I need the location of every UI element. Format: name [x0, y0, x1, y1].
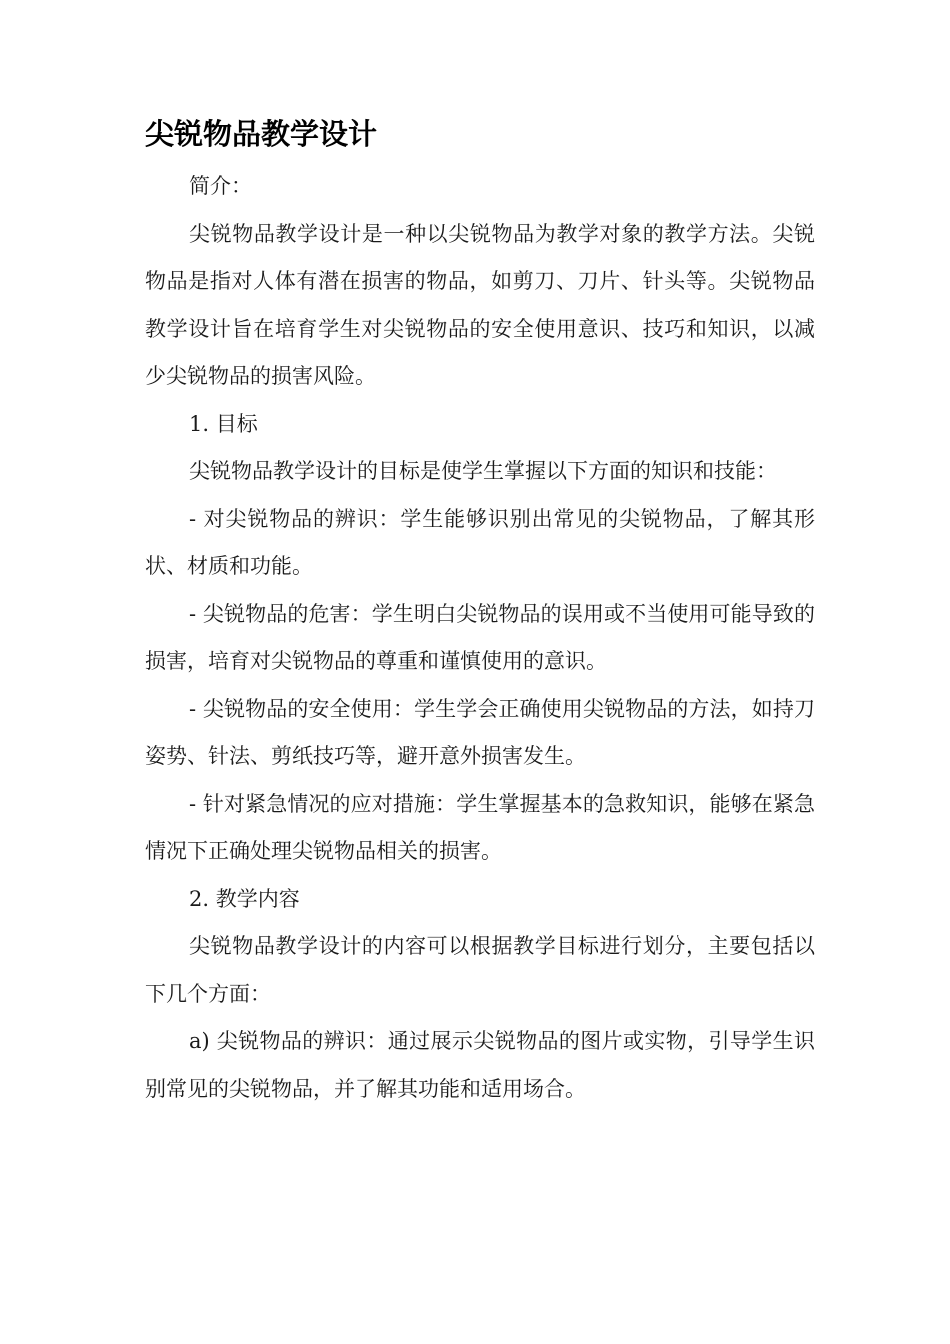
list-item-content-a: a) 尖锐物品的辨识：通过展示尖锐物品的图片或实物，引导学生识别常见的尖锐物品，并了解其功能和适用场合。: [145, 1029, 815, 1101]
paragraph-content: 尖锐物品教学设计的内容可以根据教学目标进行划分，主要包括以下几个方面：: [145, 934, 815, 1006]
paragraph-intro: 尖锐物品教学设计是一种以尖锐物品为教学对象的教学方法。尖锐物品是指对人体有潜在损害的物品，如剪刀、刀片、针头等。尖锐物品教学设计旨在培育学生对尖锐物品的安全使用意识、技巧和知识，以减少尖锐物品的损害风险。: [145, 221, 815, 388]
list-item-safe-use: - 尖锐物品的安全使用：学生学会正确使用尖锐物品的方法，如持刀姿势、针法、剪纸技巧等，避开意外损害发生。: [145, 696, 815, 768]
section-heading-content: 2. 教学内容: [189, 886, 300, 911]
document-body: [145, 163, 815, 1113]
document-title: 尖锐物品教学设计: [145, 117, 378, 151]
paragraph-intro-heading: 简介：: [189, 174, 252, 198]
list-item-identification: - 对尖锐物品的辨识：学生能够识别出常见的尖锐物品，了解其形状、材质和功能。: [145, 506, 815, 578]
list-item-hazards: - 尖锐物品的危害：学生明白尖锐物品的误用或不当使用可能导致的损害，培育对尖锐物品的尊重和谨慎使用的意识。: [145, 601, 815, 673]
list-item-emergency: - 针对紧急情况的应对措施：学生掌握基本的急救知识，能够在紧急情况下正确处理尖锐物品相关的损害。: [145, 791, 815, 863]
paragraph-goals: 尖锐物品教学设计的目标是使学生掌握以下方面的知识和技能：: [189, 459, 777, 483]
section-heading-goals: 1. 目标: [189, 411, 258, 436]
